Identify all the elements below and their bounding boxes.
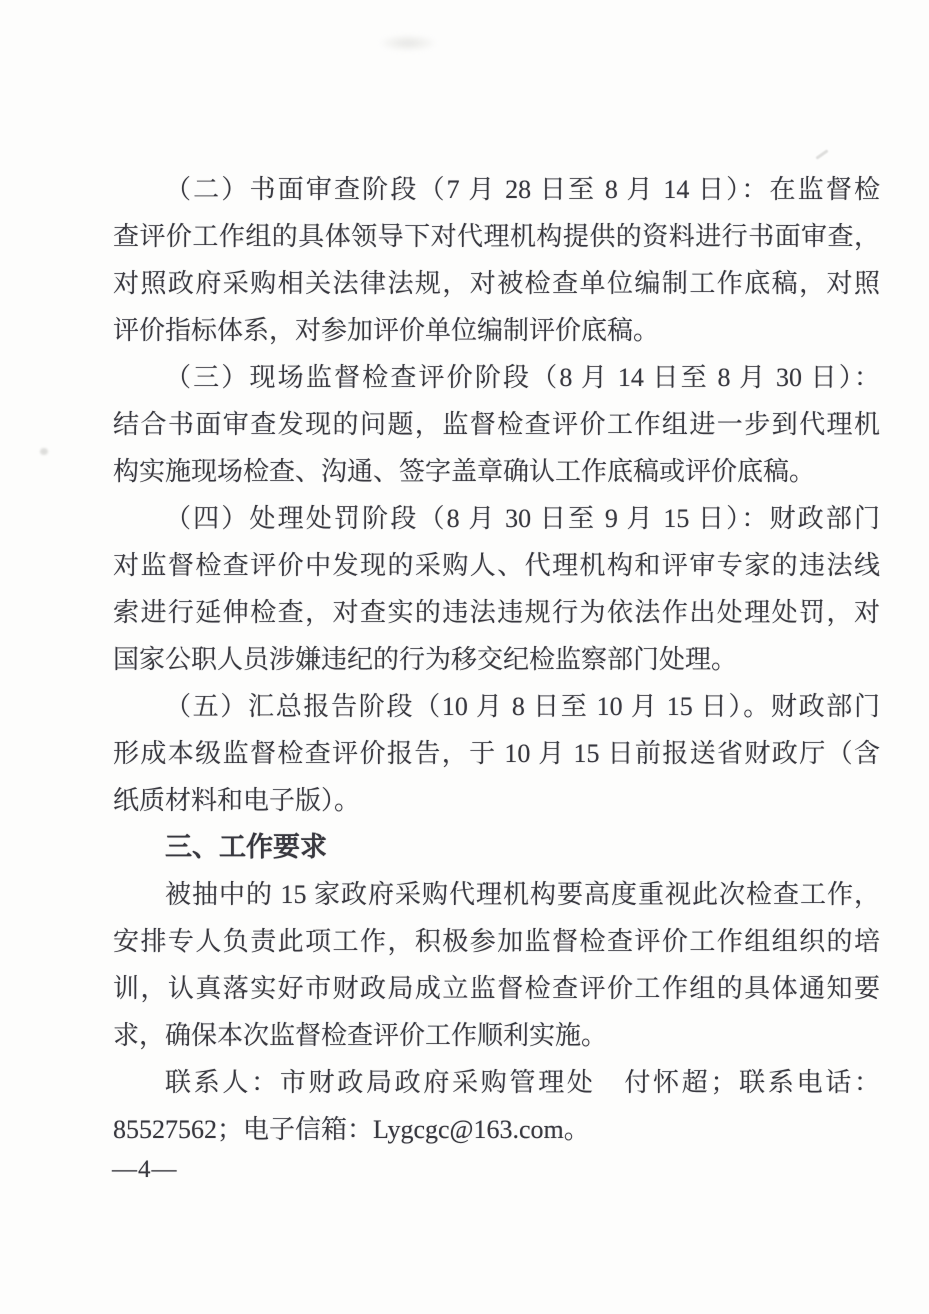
text-block bbox=[113, 166, 880, 1153]
text-line: 结合书面审查发现的问题，监督检查评价工作组进一步到代理机 bbox=[113, 410, 880, 439]
text-line: （五）汇总报告阶段（10 月 8 日至 10 月 15 日）。财政部门 bbox=[165, 692, 880, 721]
scan-smudge-artifact bbox=[378, 34, 438, 52]
text-line: 形成本级监督检查评价报告，于 10 月 15 日前报送省财政厅（含 bbox=[113, 739, 880, 768]
text-line: 联系人：市财政局政府采购管理处 付怀超；联系电话： bbox=[165, 1068, 880, 1097]
text-line: 查评价工作组的具体领导下对代理机构提供的资料进行书面审查， bbox=[113, 222, 880, 251]
scan-tick-artifact bbox=[815, 149, 828, 159]
text-line: 训，认真落实好市财政局成立监督检查评价工作组的具体通知要 bbox=[113, 974, 880, 1003]
section-heading: 三、工作要求 bbox=[165, 832, 327, 862]
text-line: 对监督检查评价中发现的采购人、代理机构和评审专家的违法线 bbox=[113, 551, 880, 580]
scan-dot-artifact bbox=[40, 448, 48, 455]
text-line: 评价指标体系，对参加评价单位编制评价底稿。 bbox=[113, 316, 660, 345]
text-line: 构实施现场检查、沟通、签字盖章确认工作底稿或评价底稿。 bbox=[113, 457, 816, 486]
page-number: —4— bbox=[112, 1156, 178, 1183]
text-line: 对照政府采购相关法律法规，对被检查单位编制工作底稿，对照 bbox=[113, 269, 880, 298]
text-line: 被抽中的 15 家政府采购代理机构要高度重视此次检查工作， bbox=[165, 880, 880, 909]
text-line: 求，确保本次监督检查评价工作顺利实施。 bbox=[113, 1021, 608, 1050]
text-line: 纸质材料和电子版）。 bbox=[113, 786, 361, 815]
text-line: （四）处理处罚阶段（8 月 30 日至 9 月 15 日）：财政部门 bbox=[165, 504, 880, 533]
text-line: （二）书面审查阶段（7 月 28 日至 8 月 14 日）：在监督检 bbox=[165, 175, 880, 204]
text-line: （三）现场监督检查评价阶段（8 月 14 日至 8 月 30 日）： bbox=[165, 363, 880, 392]
text-line: 国家公职人员涉嫌违纪的行为移交纪检监察部门处理。 bbox=[113, 645, 738, 674]
text-line: 85527562；电子信箱：Lygcgc@163.com。 bbox=[113, 1115, 590, 1144]
text-line: 索进行延伸检查，对查实的违法违规行为依法作出处理处罚，对 bbox=[113, 598, 880, 627]
text-line: 安排专人负责此项工作，积极参加监督检查评价工作组组织的培 bbox=[113, 927, 880, 956]
